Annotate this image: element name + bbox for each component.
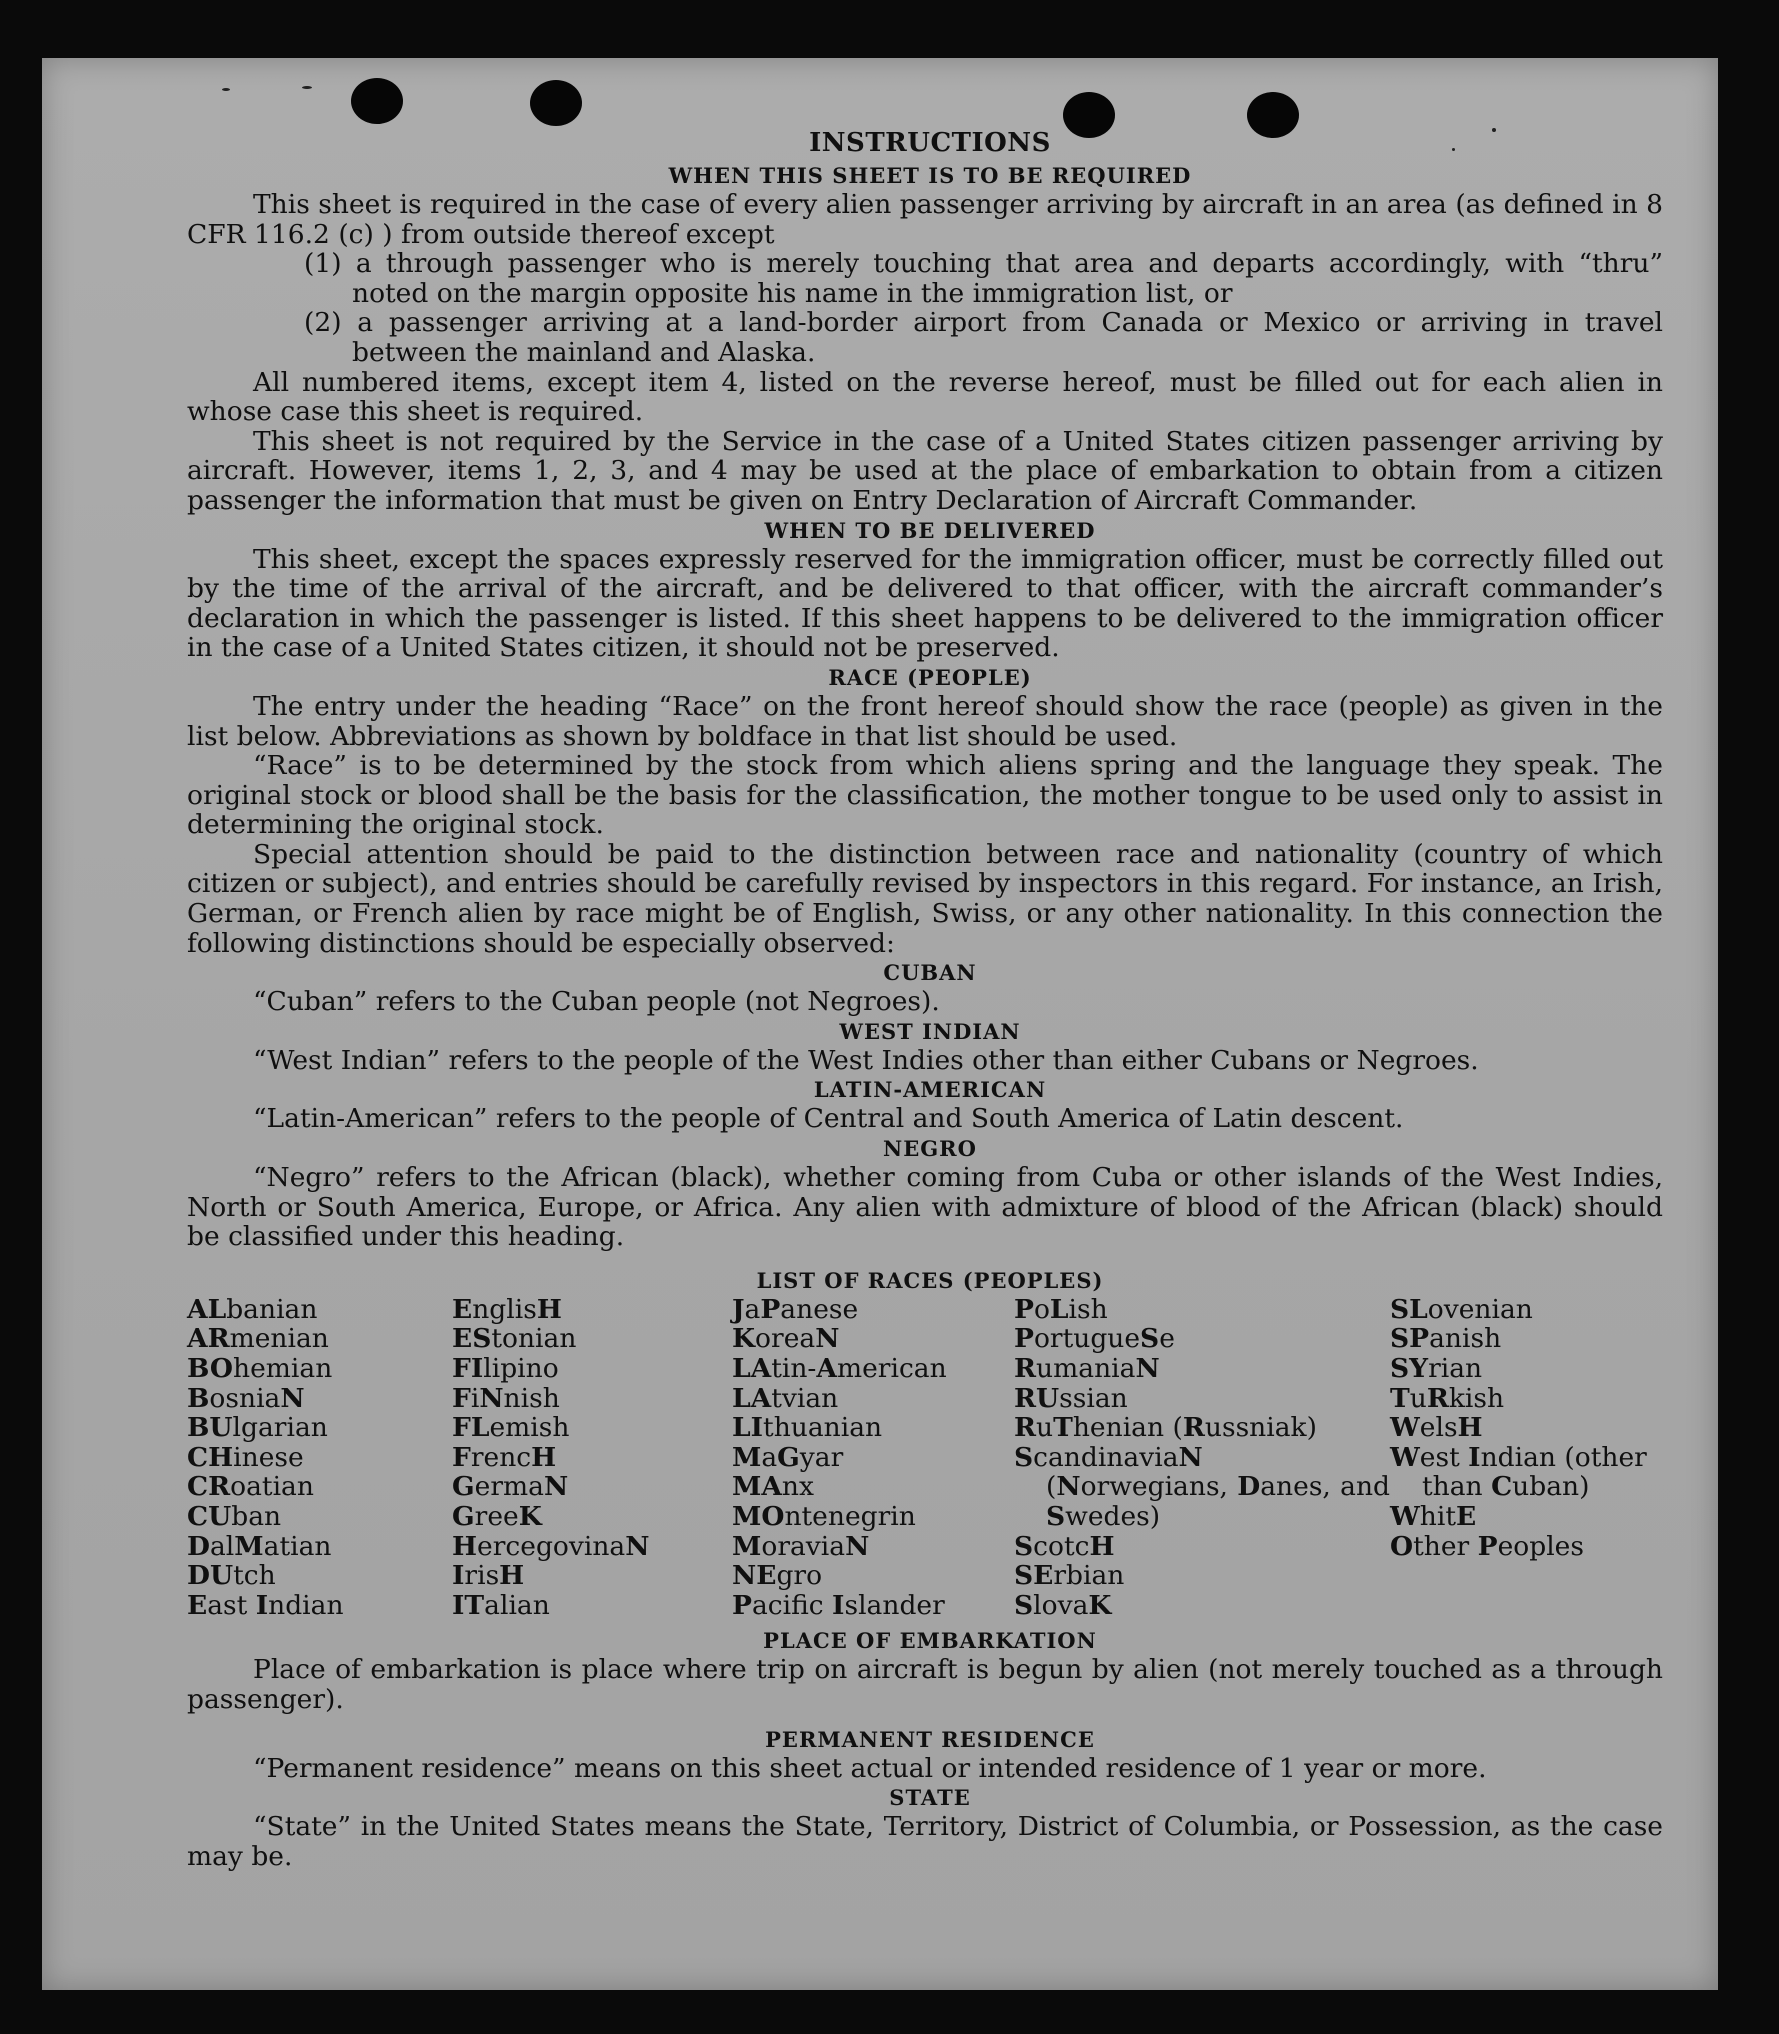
race-entry: GermaN	[452, 1471, 569, 1503]
race-entry: SYrian	[1390, 1353, 1483, 1384]
section-heading: PERMANENT RESIDENCE	[765, 1726, 1095, 1752]
race-entry: MoraviaN	[732, 1530, 870, 1562]
section-heading: CUBAN	[883, 960, 977, 986]
paragraph: “Negro” refers to the African (black), whether coming from Cuba or other islands of the West Indies, North or South America, Europe, or Africa. Any alien with admixture of blood of the African (black) should be classified under this heading.	[187, 1162, 1663, 1253]
list-item: (2) a passenger arriving at a land-border airport from Canada or Mexico or arriving in travel between the mainland and Alaska.	[304, 307, 1663, 368]
speck	[302, 86, 312, 89]
race-entry: ScandinaviaN (Norwegians, Danes, and Swedes)	[1014, 1441, 1390, 1532]
paragraph: This sheet is not required by the Service in the case of a United States citizen passenger arriving by aircraft. However, items 1, 2, 3, and 4 may be used at the place of embarkation to obtain from a citizen passenger the information that must be given on Entry Declaration of Aircraft Commander.	[187, 425, 1663, 516]
section-heading: LATIN-AMERICAN	[813, 1077, 1047, 1103]
section-heading: STATE	[889, 1785, 971, 1811]
section-heading: NEGRO	[883, 1136, 977, 1162]
race-list-heading: LIST OF RACES (PEOPLES)	[756, 1267, 1104, 1293]
race-entry: CHinese	[187, 1441, 304, 1473]
race-column	[1014, 1295, 1390, 1621]
race-entry: LIthuanian	[732, 1412, 883, 1444]
race-column	[732, 1295, 1014, 1621]
race-entry: SErbian	[1014, 1560, 1125, 1592]
race-entry: MAnx	[732, 1471, 814, 1503]
race-entry: MOntenegrin	[732, 1500, 916, 1532]
section-heading: RACE (PEOPLE)	[828, 664, 1032, 690]
paragraph: “Race” is to be determined by the stock from which aliens spring and the language they speak. The original stock or blood shall be the basis for the classification, the mother tongue to be used only to assist in determining the original stock.	[187, 750, 1663, 841]
race-entry: EnglisH	[452, 1293, 562, 1325]
race-entry: Pacifc Islander	[732, 1589, 945, 1621]
list-item: (1) a through passenger who is merely touching that area and departs accordingly, with “thru” noted on the margin opposite his name in the immigration list, or	[304, 248, 1663, 309]
paragraph: Place of embarkation is place where trip on aircraft is begun by alien (not merely touched as a through passenger).	[187, 1654, 1663, 1715]
race-entry: ALbanian	[187, 1293, 318, 1325]
race-entry: RUssian	[1014, 1382, 1128, 1414]
paragraph: “Permanent residence” means on this sheet actual or intended residence of 1 year or more.	[253, 1752, 1487, 1784]
section-heading: WHEN TO BE DELIVERED	[764, 517, 1096, 543]
paragraph: This sheet, except the spaces expressly reserved for the immigration officer, must be correctly filled out by the time of the arrival of the aircraft, and be delivered to that officer, with the aircraft commander’s declaration in which the passenger is listed. If this sheet happens to be delivered to the immigration officer in the case of a United States citizen, it should not be preserved.	[187, 543, 1663, 664]
race-entry: ITalian	[452, 1589, 550, 1621]
race-entry: FLemish	[452, 1412, 570, 1444]
race-entry: PortugueSe	[1014, 1323, 1175, 1355]
paragraph: “Latin-American” refers to the people of Central and South America of Latin descent.	[253, 1103, 1404, 1135]
paragraph: “State” in the United States means the State, Territory, District of Columbia, or Possession, as the case may be.	[187, 1811, 1663, 1872]
section-heading: WHEN THIS SHEET IS TO BE REQUIRED	[668, 163, 1192, 188]
race-entry: LAtin-American	[732, 1353, 947, 1384]
race-entry: SLovenian	[1390, 1293, 1533, 1325]
race-entry: PoLish	[1014, 1293, 1108, 1325]
paragraph: This sheet is required in the case of every alien passenger arriving by aircraft in an area (as defined in 8 CFR 116.2 (c) ) from outside thereof except	[187, 189, 1663, 250]
punch-hole	[530, 80, 582, 126]
race-list	[187, 1295, 1663, 1621]
race-entry: LAtvian	[732, 1382, 839, 1414]
race-entry: WelsH	[1390, 1412, 1483, 1444]
section-heading: WEST INDIAN	[839, 1018, 1021, 1044]
punch-hole	[351, 78, 403, 124]
race-entry: DUtch	[187, 1560, 276, 1592]
race-entry: ARmenian	[187, 1323, 329, 1355]
race-entry: KoreaN	[732, 1323, 840, 1355]
race-entry: WhitE	[1390, 1500, 1477, 1532]
race-entry: RumaniaN	[1014, 1353, 1160, 1384]
paragraph: All numbered items, except item 4, listed on the reverse hereof, must be filled out for each alien in whose case this sheet is required.	[187, 366, 1663, 428]
race-column	[187, 1295, 452, 1621]
race-entry: JaPanese	[732, 1293, 859, 1325]
section-heading: PLACE OF EMBARKATION	[763, 1628, 1097, 1654]
race-entry: IrisH	[452, 1560, 525, 1592]
race-entry: Other Peoples	[1390, 1530, 1584, 1562]
race-entry: GreeK	[452, 1500, 542, 1532]
race-entry: TuRkish	[1390, 1382, 1505, 1414]
race-entry: BUlgarian	[187, 1412, 328, 1444]
race-entry: BosniaN	[187, 1382, 305, 1414]
race-entry: SlovaK	[1014, 1589, 1112, 1621]
race-entry: CUban	[187, 1500, 282, 1532]
page-title: INSTRUCTIONS	[809, 128, 1051, 158]
race-entry: BOhemian	[187, 1353, 333, 1384]
race-entry: MaGyar	[732, 1441, 844, 1473]
speck	[222, 88, 230, 91]
race-entry: ScotcH	[1014, 1530, 1115, 1562]
race-entry: NEgro	[732, 1560, 823, 1592]
instructions-content	[187, 125, 1663, 1871]
paragraph: “Cuban” refers to the Cuban people (not Negroes).	[253, 986, 940, 1018]
paragraph: Special attention should be paid to the distinction between race and nationality (country of which citizen or subject), and entries should be carefully revised by inspectors in this regard. For instance, an Irish, German, or French alien by race might be of English, Swiss, or any other nationality. In this connection the following distinctions should be especially observed:	[187, 838, 1663, 959]
race-entry: FrencH	[452, 1441, 557, 1473]
race-entry: East Indian	[187, 1589, 344, 1621]
paragraph: The entry under the heading “Race” on the front hereof should show the race (people) as given in the list below. Abbreviations as shown by boldface in that list should be used.	[187, 690, 1663, 752]
race-entry: SPanish	[1390, 1323, 1502, 1355]
race-entry: RuThenian (Russniak)	[1014, 1412, 1317, 1444]
race-entry: EStonian	[452, 1323, 577, 1355]
race-entry: HercegovinaN	[452, 1530, 650, 1562]
race-entry: CRoatian	[187, 1471, 314, 1503]
document-sheet	[42, 58, 1718, 1990]
race-entry: FiNnish	[452, 1382, 560, 1414]
race-column	[452, 1295, 732, 1621]
race-entry: West Indian (other than Cuban)	[1390, 1441, 1647, 1503]
race-entry: DalMatian	[187, 1530, 332, 1562]
race-column	[1390, 1295, 1663, 1621]
paragraph: “West Indian” refers to the people of the West Indies other than either Cubans or Negroes.	[253, 1044, 1479, 1076]
race-entry: FIlipino	[452, 1353, 559, 1384]
